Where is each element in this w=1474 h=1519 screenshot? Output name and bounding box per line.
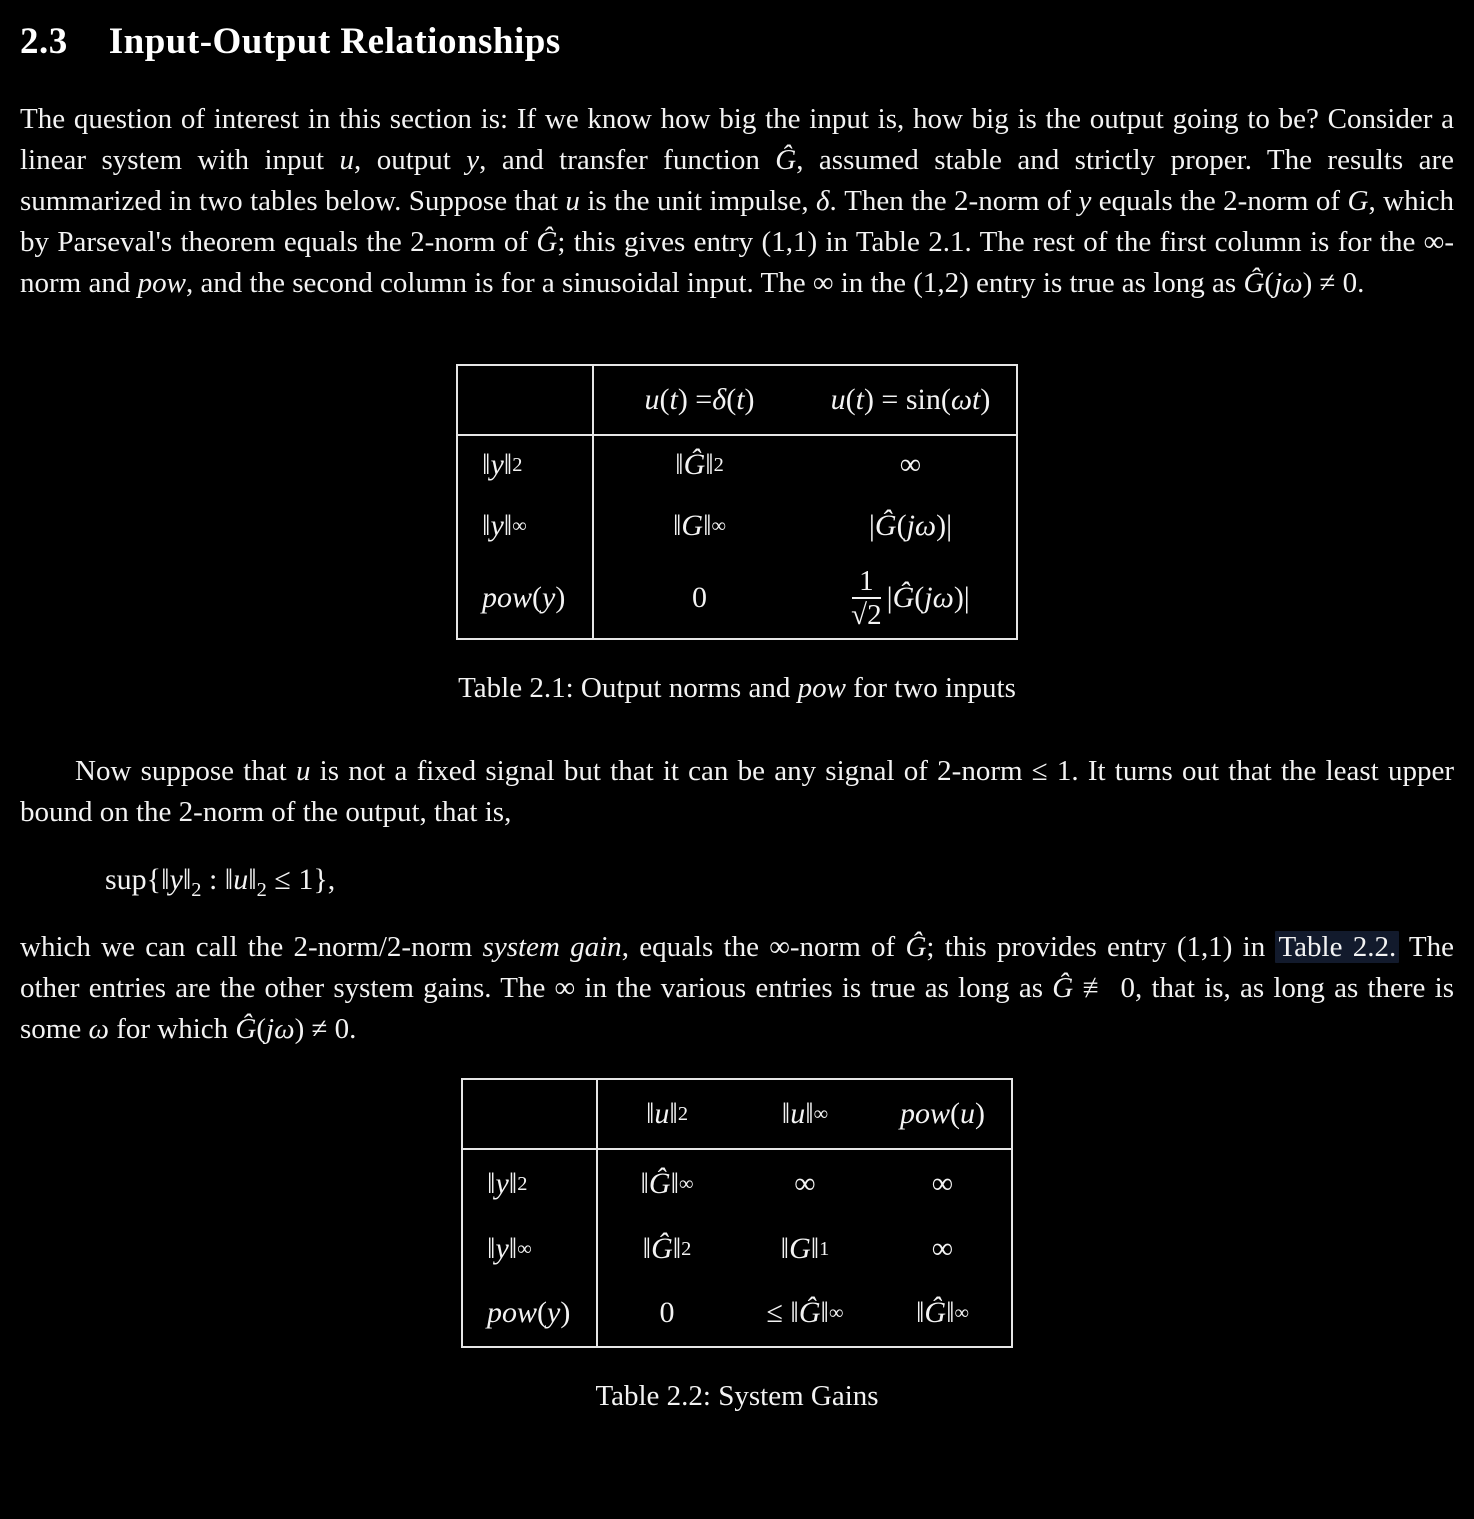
table-cell: ∞ [899, 448, 922, 481]
table-cell: | Ĝ ( jω )| [868, 509, 953, 542]
paragraph-3: which we can call the 2-norm/2-norm system gain, equals the ∞-norm of Ĝ; this provides entry (1,1) in Table 2.2. The other entries are the other system gains. The ∞ in the various entries is true as long as Ĝ ≢ 0, that is, as long as there is some ω for which Ĝ(jω) ≠ 0. [20, 931, 1455, 1045]
table-cell: ∞ [794, 1167, 816, 1200]
table-cell: 0 [659, 1296, 675, 1329]
table-corner-cell [458, 366, 594, 436]
table-cell: ‖ G ‖ 1 [780, 1232, 830, 1265]
table-cell: 0 [692, 581, 707, 614]
table-cell-fraction [805, 558, 1016, 638]
display-equation: $sup\{‖y‖_2$ : $‖u‖_2 \le 1$}, [105, 863, 336, 901]
row-header: pow ( y ) [463, 1280, 598, 1346]
table-2-1-figure [20, 364, 1454, 705]
table-2-2-link[interactable]: Table 2.2. [1275, 931, 1399, 963]
row-header: ‖ y ‖ 2 [463, 1150, 598, 1218]
table-cell: ‖ Ĝ ‖ ∞ [640, 1167, 694, 1200]
table-2-2 [461, 1078, 1013, 1348]
fraction [851, 566, 881, 631]
table-2-2-caption: Table 2.2: System Gains [595, 1380, 879, 1412]
paragraph-2: Now suppose that u is not a fixed signal but that it can be any signal of 2-norm ≤ 1. It turns out that the least upper bound on the 2-norm of the output, that is, [20, 755, 1454, 828]
row-header: ‖ y ‖ ∞ [458, 494, 594, 558]
table-2-2-figure [20, 1078, 1454, 1413]
table-cell: ‖ Ĝ ‖ 2 [675, 448, 724, 481]
table-corner-cell [463, 1080, 598, 1150]
section-heading [20, 20, 1454, 63]
table-cell: ≤ ‖ Ĝ ‖ ∞ [766, 1296, 844, 1329]
row-header: ‖ y ‖ 2 [458, 436, 594, 494]
fraction-numerator: 1 [852, 566, 881, 599]
table-2-1-caption: Table 2.1: Output norms and pow for two inputs [458, 672, 1016, 704]
column-header: u ( t ) = δ ( t ) [594, 366, 805, 436]
table-2-1 [456, 364, 1018, 640]
row-header: pow ( y ) [458, 558, 594, 638]
section-number: 2.3 [20, 21, 68, 62]
section-title: Input-Output Relationships [108, 21, 561, 62]
table-cell: ‖ G ‖ ∞ [672, 509, 727, 542]
table-cell: ‖ Ĝ ‖ ∞ [915, 1296, 970, 1329]
column-header: ‖ u ‖ ∞ [736, 1080, 874, 1150]
table-cell: ∞ [931, 1167, 954, 1200]
paragraph-1: The question of interest in this section is: If we know how big the input is, how big is the output going to be? Consider a linear system with input u, output y, and transfer function Ĝ, assumed stable and strictly proper. The results are summarized in two tables below. Suppose that u is the unit impulse, δ. Then the 2-norm of y equals the 2-norm of G, which by Parseval's theorem equals the 2-norm of Ĝ; this gives entry (1,1) in Table 2.1. The rest of the first column is for the ∞-norm and pow, and the second column is for a sinusoidal input. The ∞ in the (1,2) entry is true as long as Ĝ(jω) ≠ 0. [20, 103, 1455, 299]
column-header: pow ( u ) [874, 1080, 1011, 1150]
table-cell: ∞ [931, 1232, 954, 1265]
table-cell: ‖ Ĝ ‖ 2 [642, 1232, 692, 1265]
fraction-denominator: √2 [851, 599, 882, 631]
fraction-rest: |Ĝ(jω)| [886, 581, 970, 614]
column-header: ‖ u ‖ 2 [598, 1080, 736, 1150]
row-header: ‖ y ‖ ∞ [463, 1218, 598, 1280]
column-header: u ( t ) = sin( ωt ) [805, 366, 1016, 436]
